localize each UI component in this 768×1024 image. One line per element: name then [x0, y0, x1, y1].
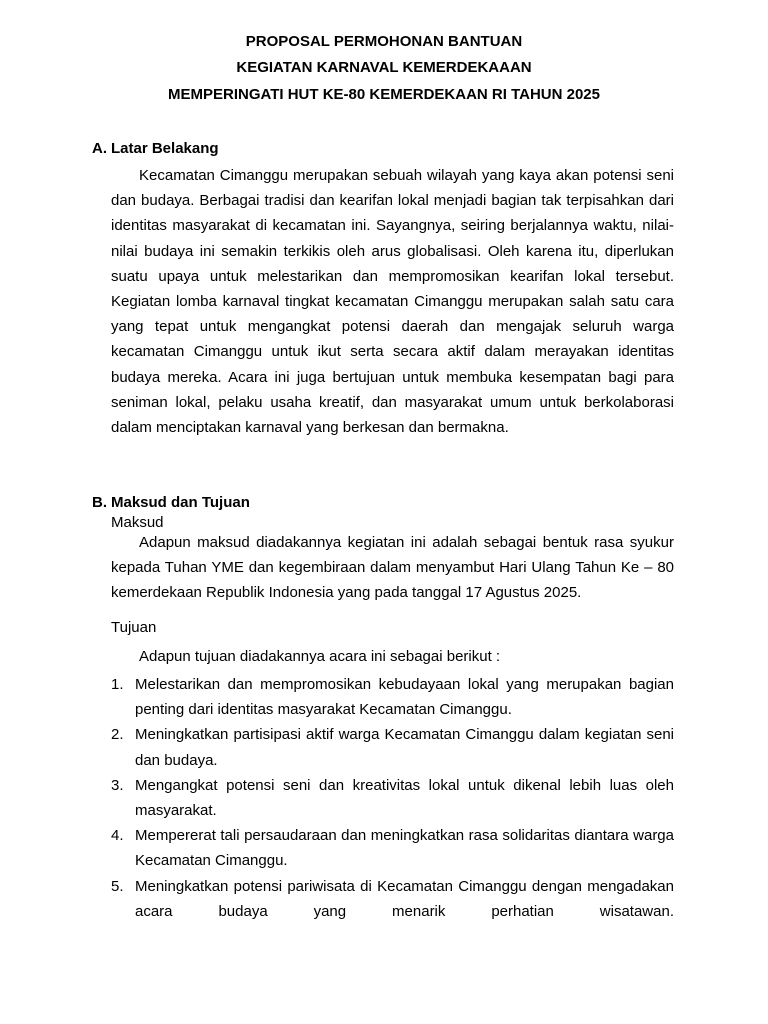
list-item — [111, 773, 674, 823]
list-item-number: 4. — [111, 827, 124, 845]
section-a-title: Latar Belakang — [111, 140, 219, 157]
tujuan-label: Tujuan — [111, 619, 157, 636]
section-a-letter: A. — [92, 140, 107, 157]
list-item-text: Mengangkat potensi seni dan kreativitas lokal untuk dikenal lebih luas oleh masyarakat. — [135, 776, 674, 820]
list-item-number: 2. — [111, 726, 124, 744]
list-item — [111, 672, 674, 722]
list-item-text: Mempererat tali persaudaraan dan meningkatkan rasa solidaritas diantara warga Kecamatan Cimanggu. — [135, 827, 674, 870]
section-a-heading — [92, 140, 219, 158]
list-item-text: Melestarikan dan mempromosikan kebudayaan lokal yang merupakan bagian penting dari identitas masyarakat Kecamatan Cimanggu. — [135, 676, 674, 719]
list-item-text: Meningkatkan partisipasi aktif warga Kecamatan Cimanggu dalam kegiatan seni dan budaya. — [135, 726, 674, 769]
list-item-number: 5. — [111, 877, 124, 895]
section-a-paragraph — [111, 163, 674, 440]
list-item-text: Meningkatkan potensi pariwisata di Kecamatan Cimanggu dengan mengadakan acara budaya yang menarik perhatian wisatawan. — [135, 877, 674, 920]
list-item — [111, 722, 674, 772]
maksud-text: Adapun maksud diadakannya kegiatan ini adalah sebagai bentuk rasa syukur kepada Tuhan YME dan kegembiraan dalam menyambut Hari Ulang Tahun Ke – 80 kemerdekaan Republik Indonesia yang pada tanggal 17 Agustus 2025. — [111, 534, 674, 602]
section-b-letter: B. — [92, 494, 107, 511]
list-item-number: 3. — [111, 776, 124, 794]
maksud-paragraph — [111, 530, 674, 606]
section-b-heading — [92, 494, 250, 512]
section-b-title: Maksud dan Tujuan — [111, 494, 250, 511]
list-item — [111, 874, 674, 924]
title-line-1: PROPOSAL PERMOHONAN BANTUAN — [245, 33, 523, 50]
list-item-number: 1. — [111, 676, 124, 693]
latar-belakang-text: Kecamatan Cimanggu merupakan sebuah wilayah yang kaya akan potensi seni dan budaya. Berbagai tradisi dan kearifan lokal menjadi bagian tak terpisahkan dari identitas masyarakat di kecamatan ini. Sayangnya, seiring berjalannya waktu, nilai-nilai budaya ini semakin terkikis oleh arus globalisasi. Oleh karena itu, diperlukan suatu upaya untuk melestarikan dan mempromosikan kearifan lokal tersebut. Kegiatan lomba karnaval tingkat kecamatan Cimanggu merupakan salah satu cara yang tepat untuk mengangkat potensi daerah dan mengajak seluruh warga kecamatan Cimanggu untuk ikut serta secara aktif dalam merayakan identitas budaya mereka. Acara ini juga bertujuan untuk membuka kesempatan bagi para seniman lokal, pelaku usaha kreatif, dan masyarakat umum untuk berkolaborasi dalam menciptakan karnaval yang berkesan dan bermakna. — [111, 167, 674, 437]
maksud-label: Maksud — [111, 514, 164, 531]
tujuan-intro: Adapun tujuan diadakannya acara ini sebagai berikut : — [139, 648, 501, 665]
tujuan-list — [111, 672, 674, 924]
list-item — [111, 823, 674, 873]
title-line-2: KEGIATAN KARNAVAL KEMERDEKAAAN — [236, 59, 532, 76]
title-line-3: MEMPERINGATI HUT KE-80 KEMERDEKAAN RI TAHUN 2025 — [168, 86, 600, 103]
